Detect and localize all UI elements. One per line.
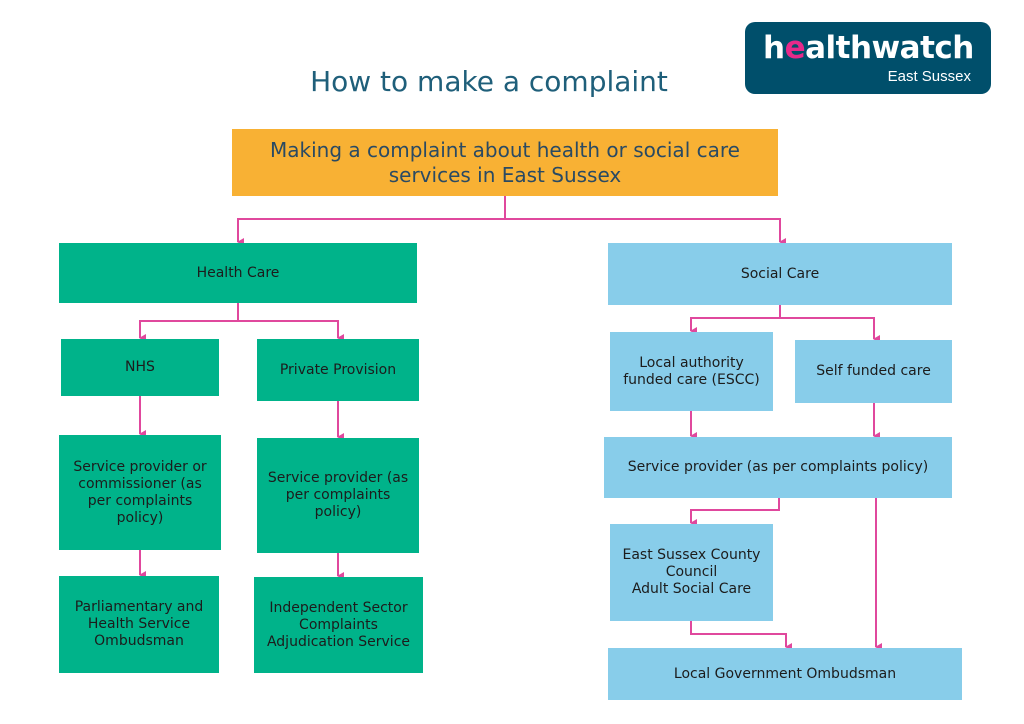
lgo-box: Local Government Ombudsman [608,648,962,700]
social-care-box: Social Care [608,243,952,305]
page-title: How to make a complaint [310,65,668,98]
logo-word-start: h [763,30,785,66]
logo-word-end: althwatch [805,30,974,66]
nhs-box: NHS [61,339,219,396]
arrow-escc-ombudsman [691,621,786,647]
root-box: Making a complaint about health or social care services in East Sussex [232,129,778,196]
arrow-provider-escc [691,498,779,523]
logo-region: East Sussex [887,68,971,85]
logo-wordmark [763,30,974,66]
phso-box: Parliamentary and Health Service Ombudsman [59,576,219,673]
arrow-health-private [238,321,338,338]
iscas-box: Independent Sector Complaints Adjudication Service [254,577,423,673]
escc-box: East Sussex County Council Adult Social Care [610,524,773,621]
arrow-social-local-authority [691,305,780,331]
arrow-root-social [505,219,780,242]
nhs-service-provider-box: Service provider or commissioner (as per complaints policy) [59,435,221,550]
arrow-root-health [238,196,505,242]
private-service-provider-box: Service provider (as per complaints policy) [257,438,419,553]
local-authority-box: Local authority funded care (ESCC) [610,332,773,411]
arrow-health-nhs [140,303,238,338]
logo-word-highlight: e [784,30,806,66]
health-care-box: Health Care [59,243,417,303]
arrow-social-self-funded [780,318,874,339]
private-provision-box: Private Provision [257,339,419,401]
root-connectors [238,196,780,242]
social-service-provider-box: Service provider (as per complaints policy) [604,437,952,498]
self-funded-box: Self funded care [795,340,952,403]
